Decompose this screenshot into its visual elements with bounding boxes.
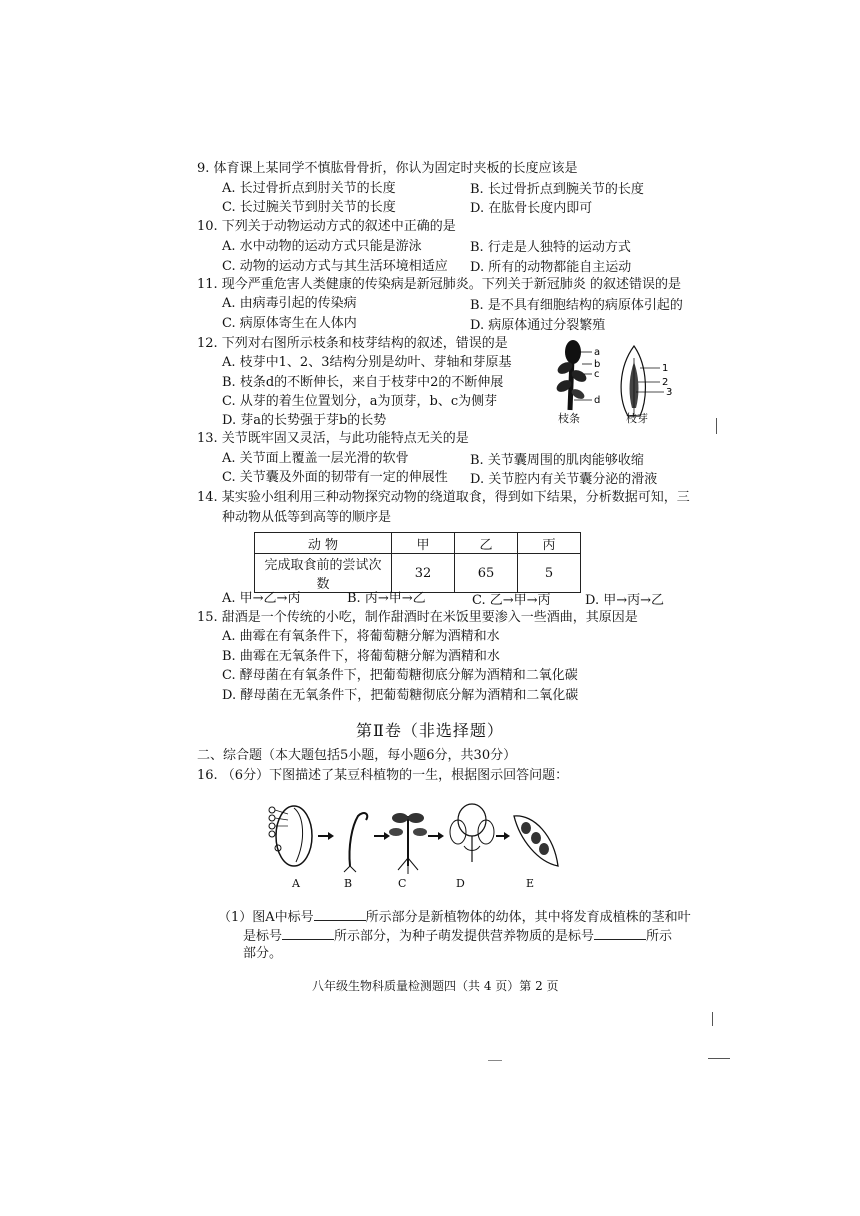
scan-mark	[712, 1012, 713, 1026]
branch-illustration	[555, 340, 592, 410]
question-11-option-b: B. 是不具有细胞结构的病原体引起的	[470, 298, 683, 313]
question-15-option-d: D. 酵母菌在无氧条件下，把葡萄糖彻底分解为酒精和二氧化碳	[222, 688, 579, 703]
question-12-option-a: A. 枝芽中1、2、3结构分别是幼叶、芽轴和芽原基	[222, 355, 512, 370]
seed-illustration	[269, 806, 312, 866]
fig-label-e: E	[526, 877, 535, 890]
page-footer: 八年级生物科质量检测题四（共 4 页）第 2 页	[312, 979, 559, 993]
scan-mark	[488, 1060, 502, 1061]
question-15-stem: 15. 甜酒是一个传统的小吃，制作甜酒时在米饭里要渗入一些酒曲，其原因是	[197, 610, 638, 625]
question-11-option-a: A. 由病毒引起的传染病	[222, 296, 357, 311]
question-14-option-a: A. 甲→乙→丙	[222, 591, 301, 606]
question-16-part-1-line-3: 部分。	[243, 946, 283, 961]
question-14-option-c: C. 乙→甲→丙	[472, 593, 551, 608]
question-13-stem: 13. 关节既牢固又灵活，与此功能特点无关的是	[197, 431, 469, 446]
question-14-stem: 14. 某实验小组利用三种动物探究动物的绕道取食，得到如下结果，分析数据可知，三	[197, 490, 690, 505]
table-header-row	[255, 533, 581, 554]
section-2-title: 第Ⅱ卷（非选择题）	[356, 721, 504, 740]
question-13-option-c: C. 关节囊及外面的韧带有一定的伸展性	[222, 470, 448, 485]
attempts-table	[254, 532, 581, 593]
question-11-option-d: D. 病原体通过分裂繁殖	[470, 318, 606, 333]
question-15-option-a: A. 曲霉在有氧条件下，将葡萄糖分解为酒精和水	[222, 629, 500, 644]
question-11-option-c: C. 病原体寄生在人体内	[222, 316, 357, 331]
question-15-option-b: B. 曲霉在无氧条件下，将葡萄糖分解为酒精和水	[222, 649, 500, 664]
answer-blank-1[interactable]	[314, 908, 366, 921]
table-row-label: 完成取食前的尝试次数	[255, 554, 392, 593]
question-13-option-d: D. 关节腔内有关节囊分泌的滑液	[470, 472, 658, 487]
question-9-stem: 9. 体育课上某同学不慎肱骨骨折，你认为固定时夹板的长度应该是	[197, 161, 578, 176]
section-2-subtitle: 二、综合题（本大题包括5小题，每小题6分，共30分）	[197, 748, 517, 763]
fig-number-3: 3	[666, 387, 673, 398]
question-9-option-b: B. 长过骨折点到腕关节的长度	[470, 182, 644, 197]
question-10-stem: 10. 下列关于动物运动方式的叙述中正确的是	[197, 219, 456, 234]
fig-label-branch: 枝条	[558, 412, 580, 425]
table-cell-bing: 5	[518, 554, 581, 593]
q16-part1-prefix: （1）图A中标号	[218, 910, 314, 925]
question-16-part-1-line-2	[243, 927, 672, 945]
scan-mark	[716, 418, 717, 434]
scan-mark	[708, 1058, 730, 1059]
fig-number-1: 1	[662, 363, 669, 374]
q16-part1-text: 所示部分是新植物体的幼体，其中将发育成植株的茎和叶	[365, 910, 691, 925]
question-13-option-a: A. 关节面上覆盖一层光滑的软骨	[222, 451, 409, 466]
question-12-option-d: D. 芽a的长势强于芽b的长势	[222, 413, 387, 428]
fig-letter-b: b	[594, 359, 601, 370]
question-14-stem-cont: 种动物从低等到高等的顺序是	[222, 510, 392, 525]
question-14-option-b: B. 丙→甲→乙	[347, 591, 426, 606]
table-row	[255, 554, 581, 593]
question-12-option-c: C. 从芽的着生位置划分，a为顶芽，b、c为侧芽	[222, 394, 498, 409]
answer-blank-2[interactable]	[282, 927, 334, 940]
question-11-stem: 11. 现今严重危害人类健康的传染病是新冠肺炎。下列关于新冠肺炎 的叙述错误的是	[197, 277, 681, 292]
q16-part1-end: 所示	[646, 929, 673, 944]
young-plant-illustration	[389, 813, 427, 874]
table-header-yi: 乙	[455, 533, 518, 554]
fig-label-bud: 枝芽	[626, 412, 648, 425]
question-12-option-b: B. 枝条d的不断伸长，来自于枝芽中2的不断伸展	[222, 375, 504, 390]
fig-letter-d: d	[594, 395, 601, 406]
fig-label-b: B	[344, 877, 353, 890]
question-16-stem: 16. （6分）下图描述了某豆科植物的一生，根据图示回答问题：	[197, 768, 569, 783]
question-13-option-b: B. 关节囊周围的肌肉能够收缩	[470, 453, 644, 468]
table-cell-yi: 65	[455, 554, 518, 593]
question-9-option-a: A. 长过骨折点到肘关节的长度	[222, 181, 396, 196]
flower-illustration	[450, 804, 494, 862]
fig-letter-a: a	[594, 347, 601, 358]
question-9-option-d: D. 在肱骨长度内即可	[470, 201, 593, 216]
fig-letter-c: c	[594, 369, 600, 380]
question-10-option-b: B. 行走是人独特的运动方式	[470, 240, 631, 255]
question-15-option-c: C. 酵母菌在有氧条件下，把葡萄糖彻底分解为酒精和二氧化碳	[222, 668, 578, 683]
answer-blank-3[interactable]	[594, 927, 646, 940]
table-header-animal: 动 物	[255, 533, 392, 554]
question-10-option-a: A. 水中动物的运动方式只能是游泳	[222, 239, 422, 254]
fig-label-a: A	[292, 877, 300, 890]
q16-part1-label: 是标号	[243, 929, 283, 944]
question-9-option-c: C. 长过腕关节到肘关节的长度	[222, 200, 396, 215]
table-header-jia: 甲	[392, 533, 455, 554]
question-10-option-d: D. 所有的动物都能自主运动	[470, 260, 632, 275]
question-14-option-d: D. 甲→丙→乙	[585, 593, 665, 608]
table-header-bing: 丙	[518, 533, 581, 554]
fig-label-c: C	[398, 877, 407, 890]
question-16-part-1-line-1	[218, 908, 691, 926]
bud-illustration	[621, 346, 664, 416]
plant-lifecycle-figure	[262, 796, 562, 876]
table-cell-jia: 32	[392, 554, 455, 593]
question-10-option-c: C. 动物的运动方式与其生活环境相适应	[222, 259, 448, 274]
pod-illustration	[514, 816, 558, 866]
fig-label-d: D	[456, 877, 465, 890]
fig-number-2: 2	[662, 377, 669, 388]
question-12-stem: 12. 下列对右图所示枝条和枝芽结构的叙述，错误的是	[197, 336, 508, 351]
seedling-illustration	[344, 813, 367, 872]
q16-part1-mid: 所示部分，为种子萌发提供营养物质的是标号	[334, 929, 595, 944]
